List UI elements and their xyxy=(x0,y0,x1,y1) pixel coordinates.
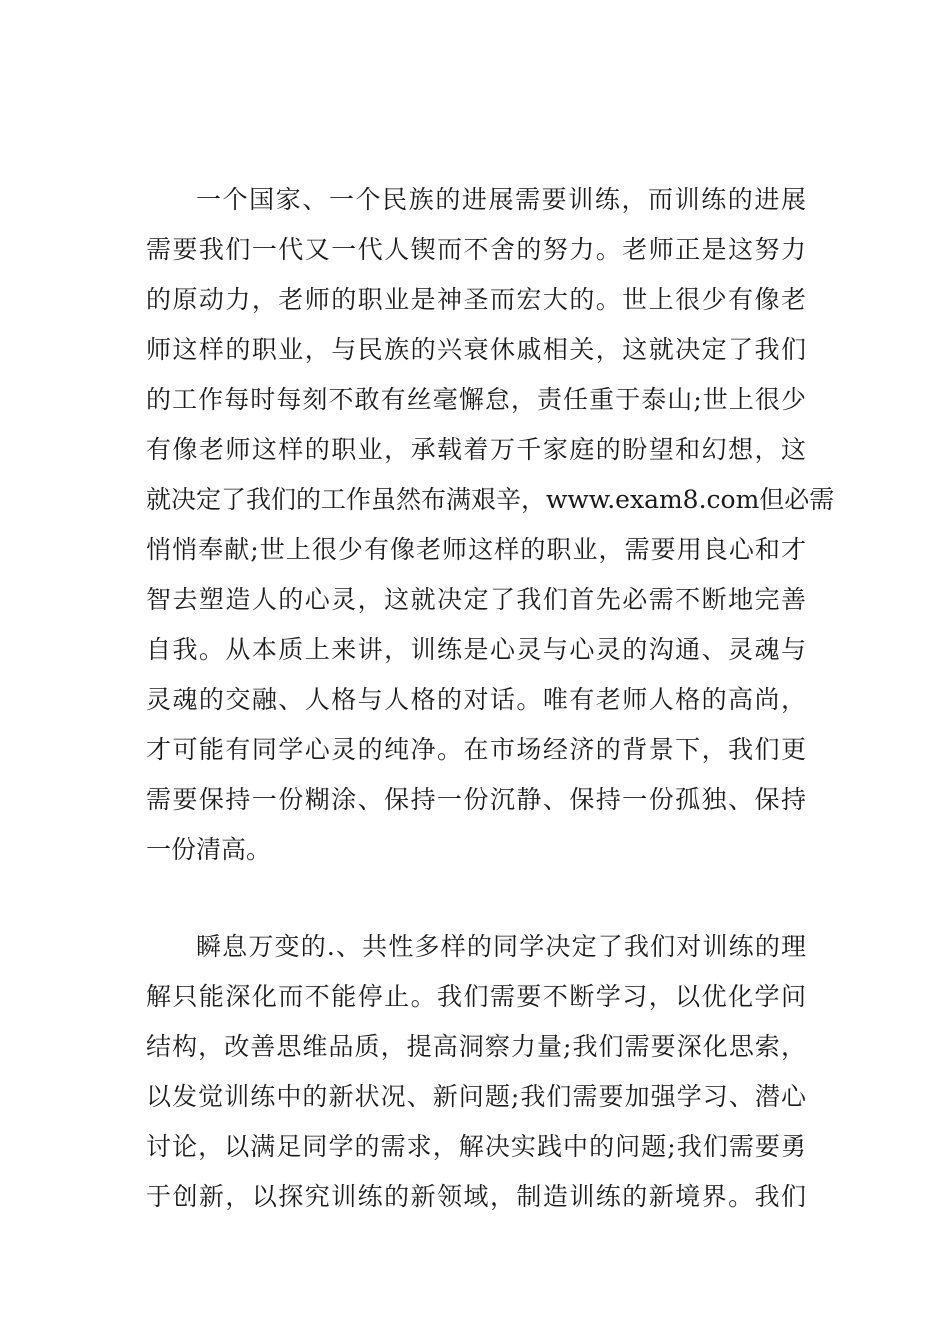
paragraph-line: 讨论，以满足同学的需求，解决实践中的问题;我们需要勇 xyxy=(146,1132,806,1161)
paragraph-line: 的原动力，老师的职业是神圣而宏大的。世上很少有像老 xyxy=(146,285,806,314)
paragraph-line: 需要保持一份糊涂、保持一份沉静、保持一份孤独、保持 xyxy=(146,785,806,814)
paragraph-line: 智去塑造人的心灵，这就决定了我们首先必需不断地完善 xyxy=(146,585,806,614)
paragraph-line: 一份清高。 xyxy=(146,835,272,864)
paragraph-line: 才可能有同学心灵的纯净。在市场经济的背景下，我们更 xyxy=(146,735,806,764)
paragraph-line: 有像老师这样的职业，承载着万千家庭的盼望和幻想，这 xyxy=(146,435,806,464)
paragraph-line: 就决定了我们的工作虽然布满艰辛，www.exam8.com但必需 xyxy=(146,485,835,514)
paragraph-line: 一个国家、一个民族的进展需要训练，而训练的进展 xyxy=(196,185,806,214)
paragraph-line: 解只能深化而不能停止。我们需要不断学习，以优化学问 xyxy=(146,982,806,1011)
paragraph-line: 于创新，以探究训练的新领域，制造训练的新境界。我们 xyxy=(146,1182,806,1211)
paragraph-line: 瞬息万变的.、共性多样的同学决定了我们对训练的理 xyxy=(196,932,806,961)
paragraph-line: 灵魂的交融、人格与人格的对话。唯有老师人格的高尚， xyxy=(146,685,806,714)
paragraph-line: 师这样的职业，与民族的兴衰休戚相关，这就决定了我们 xyxy=(146,335,806,364)
paragraph-line: 悄悄奉献;世上很少有像老师这样的职业，需要用良心和才 xyxy=(146,535,806,564)
paragraph-line: 自我。从本质上来讲，训练是心灵与心灵的沟通、灵魂与 xyxy=(146,635,806,664)
paragraph-line: 以发觉训练中的新状况、新问题;我们需要加强学习、潜心 xyxy=(146,1082,806,1111)
paragraph-line: 结构，改善思维品质，提高洞察力量;我们需要深化思索， xyxy=(146,1032,806,1061)
paragraph-line: 需要我们一代又一代人锲而不舍的努力。老师正是这努力 xyxy=(146,235,806,264)
paragraph-line: 的工作每时每刻不敢有丝毫懈怠，责任重于泰山;世上很少 xyxy=(146,385,806,414)
